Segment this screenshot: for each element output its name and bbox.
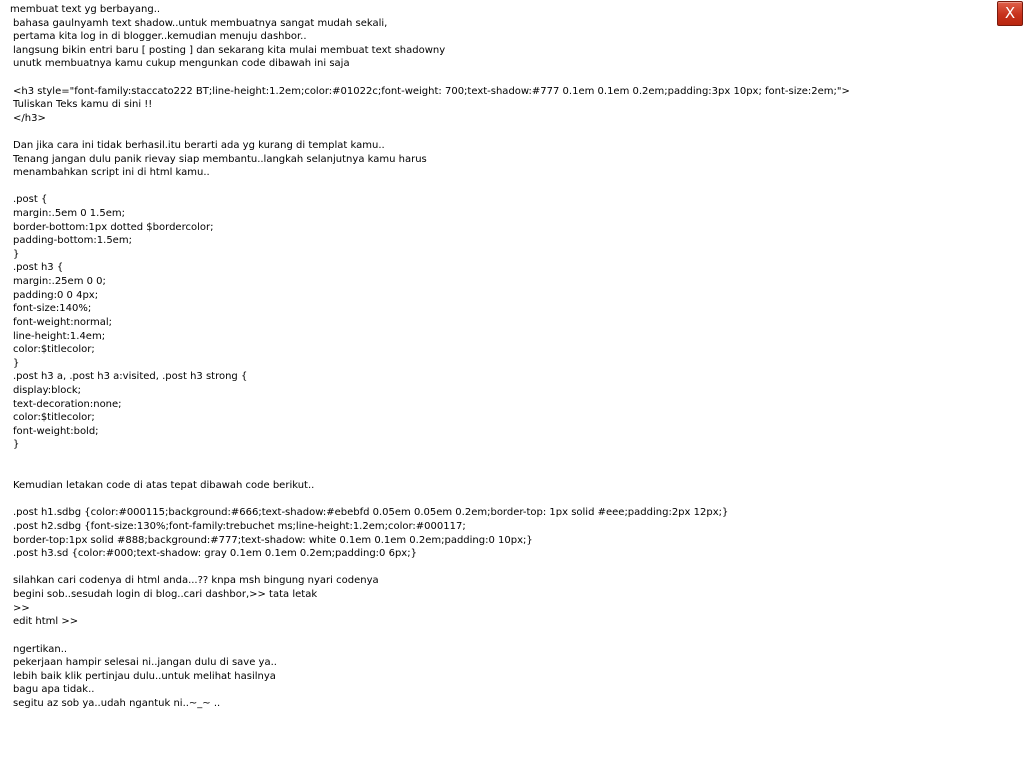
- text-line: <h3 style="font-family:staccato222 BT;line-height:1.2em;color:#01022c;font-weight: 700;text-shadow:#777 0.1em 0.1em 0.2em;padding:3px 10px; font-size:2em;">: [13, 85, 850, 97]
- text-line: >>: [13, 602, 30, 614]
- text-line: Kemudian letakan code di atas tepat dibawah code berikut..: [13, 480, 315, 492]
- text-line: Tenang jangan dulu panik rievay siap membantu..langkah selanjutnya kamu harus: [13, 153, 427, 165]
- text-line: unutk membuatnya kamu cukup mengunkan code dibawah ini saja: [13, 58, 350, 70]
- document-body: [13, 17, 850, 711]
- text-line: .post h3 {: [13, 262, 64, 274]
- text-line: border-top:1px solid #888;background:#777;text-shadow: white 0.1em 0.1em 0.2em;padding:0 10px;}: [13, 534, 533, 546]
- text-line: font-size:140%;: [13, 303, 92, 315]
- text-line: font-weight:normal;: [13, 316, 112, 328]
- text-line: text-decoration:none;: [13, 398, 122, 410]
- close-button[interactable]: [997, 1, 1023, 26]
- text-line: }: [13, 248, 20, 260]
- text-line: color:$titlecolor;: [13, 344, 95, 356]
- text-line: segitu az sob ya..udah ngantuk ni..~_~ ..: [13, 697, 221, 709]
- text-line: margin:.5em 0 1.5em;: [13, 208, 125, 220]
- text-line: [13, 629, 850, 643]
- text-line: bagu apa tidak..: [13, 684, 95, 696]
- text-line: Tuliskan Teks kamu di sini !!: [13, 99, 153, 111]
- text-line: .post h3.sd {color:#000;text-shadow: gray 0.1em 0.1em 0.2em;padding:0 6px;}: [13, 548, 417, 560]
- text-line: silahkan cari codenya di html anda...?? knpa msh bingung nyari codenya: [13, 575, 379, 587]
- text-line: langsung bikin entri baru [ posting ] dan sekarang kita mulai membuat text shadowny: [13, 44, 446, 56]
- text-line: pekerjaan hampir selesai ni..jangan dulu di save ya..: [13, 657, 277, 669]
- text-line: [13, 452, 850, 466]
- text-line: .post h1.sdbg {color:#000115;background:#666;text-shadow:#ebebfd 0.05em 0.05em 0.2em;border-top: 1px solid #eee;padding:2px 12px;}: [13, 507, 729, 519]
- text-line: Dan jika cara ini tidak berhasil.itu berarti ada yg kurang di templat kamu..: [13, 139, 385, 151]
- text-line: [13, 561, 850, 575]
- text-line: font-weight:bold;: [13, 425, 99, 437]
- text-line: display:block;: [13, 384, 82, 396]
- text-line: }: [13, 357, 20, 369]
- text-line: .post h3 a, .post h3 a:visited, .post h3 strong {: [13, 371, 248, 383]
- text-line: border-bottom:1px dotted $bordercolor;: [13, 221, 214, 233]
- text-line: </h3>: [13, 112, 46, 124]
- text-line: padding:0 0 4px;: [13, 289, 99, 301]
- text-line: menambahkan script ini di html kamu..: [13, 167, 210, 179]
- text-line: color:$titlecolor;: [13, 412, 95, 424]
- text-line: margin:.25em 0 0;: [13, 276, 106, 288]
- text-line: lebih baik klik pertinjau dulu..untuk melihat hasilnya: [13, 670, 276, 682]
- text-line: [13, 180, 850, 194]
- text-line: [13, 71, 850, 85]
- text-line: .post {: [13, 194, 48, 206]
- text-line: ngertikan..: [13, 643, 68, 655]
- document-title: membuat text yg berbayang..: [10, 4, 161, 15]
- text-line: padding-bottom:1.5em;: [13, 235, 132, 247]
- text-line: bahasa gaulnyamh text shadow..untuk membuatnya sangat mudah sekali,: [13, 17, 388, 29]
- text-line: [13, 125, 850, 139]
- text-line: line-height:1.4em;: [13, 330, 106, 342]
- text-line: [13, 466, 850, 480]
- text-line: .post h2.sdbg {font-size:130%;font-family:trebuchet ms;line-height:1.2em;color:#000117;: [13, 521, 466, 533]
- close-icon: X: [1004, 4, 1016, 22]
- text-line: }: [13, 439, 20, 451]
- text-line: pertama kita log in di blogger..kemudian menuju dashbor..: [13, 31, 307, 43]
- text-line: edit html >>: [13, 616, 79, 628]
- text-line: [13, 493, 850, 507]
- text-line: begini sob..sesudah login di blog..cari dashbor,>> tata letak: [13, 589, 318, 601]
